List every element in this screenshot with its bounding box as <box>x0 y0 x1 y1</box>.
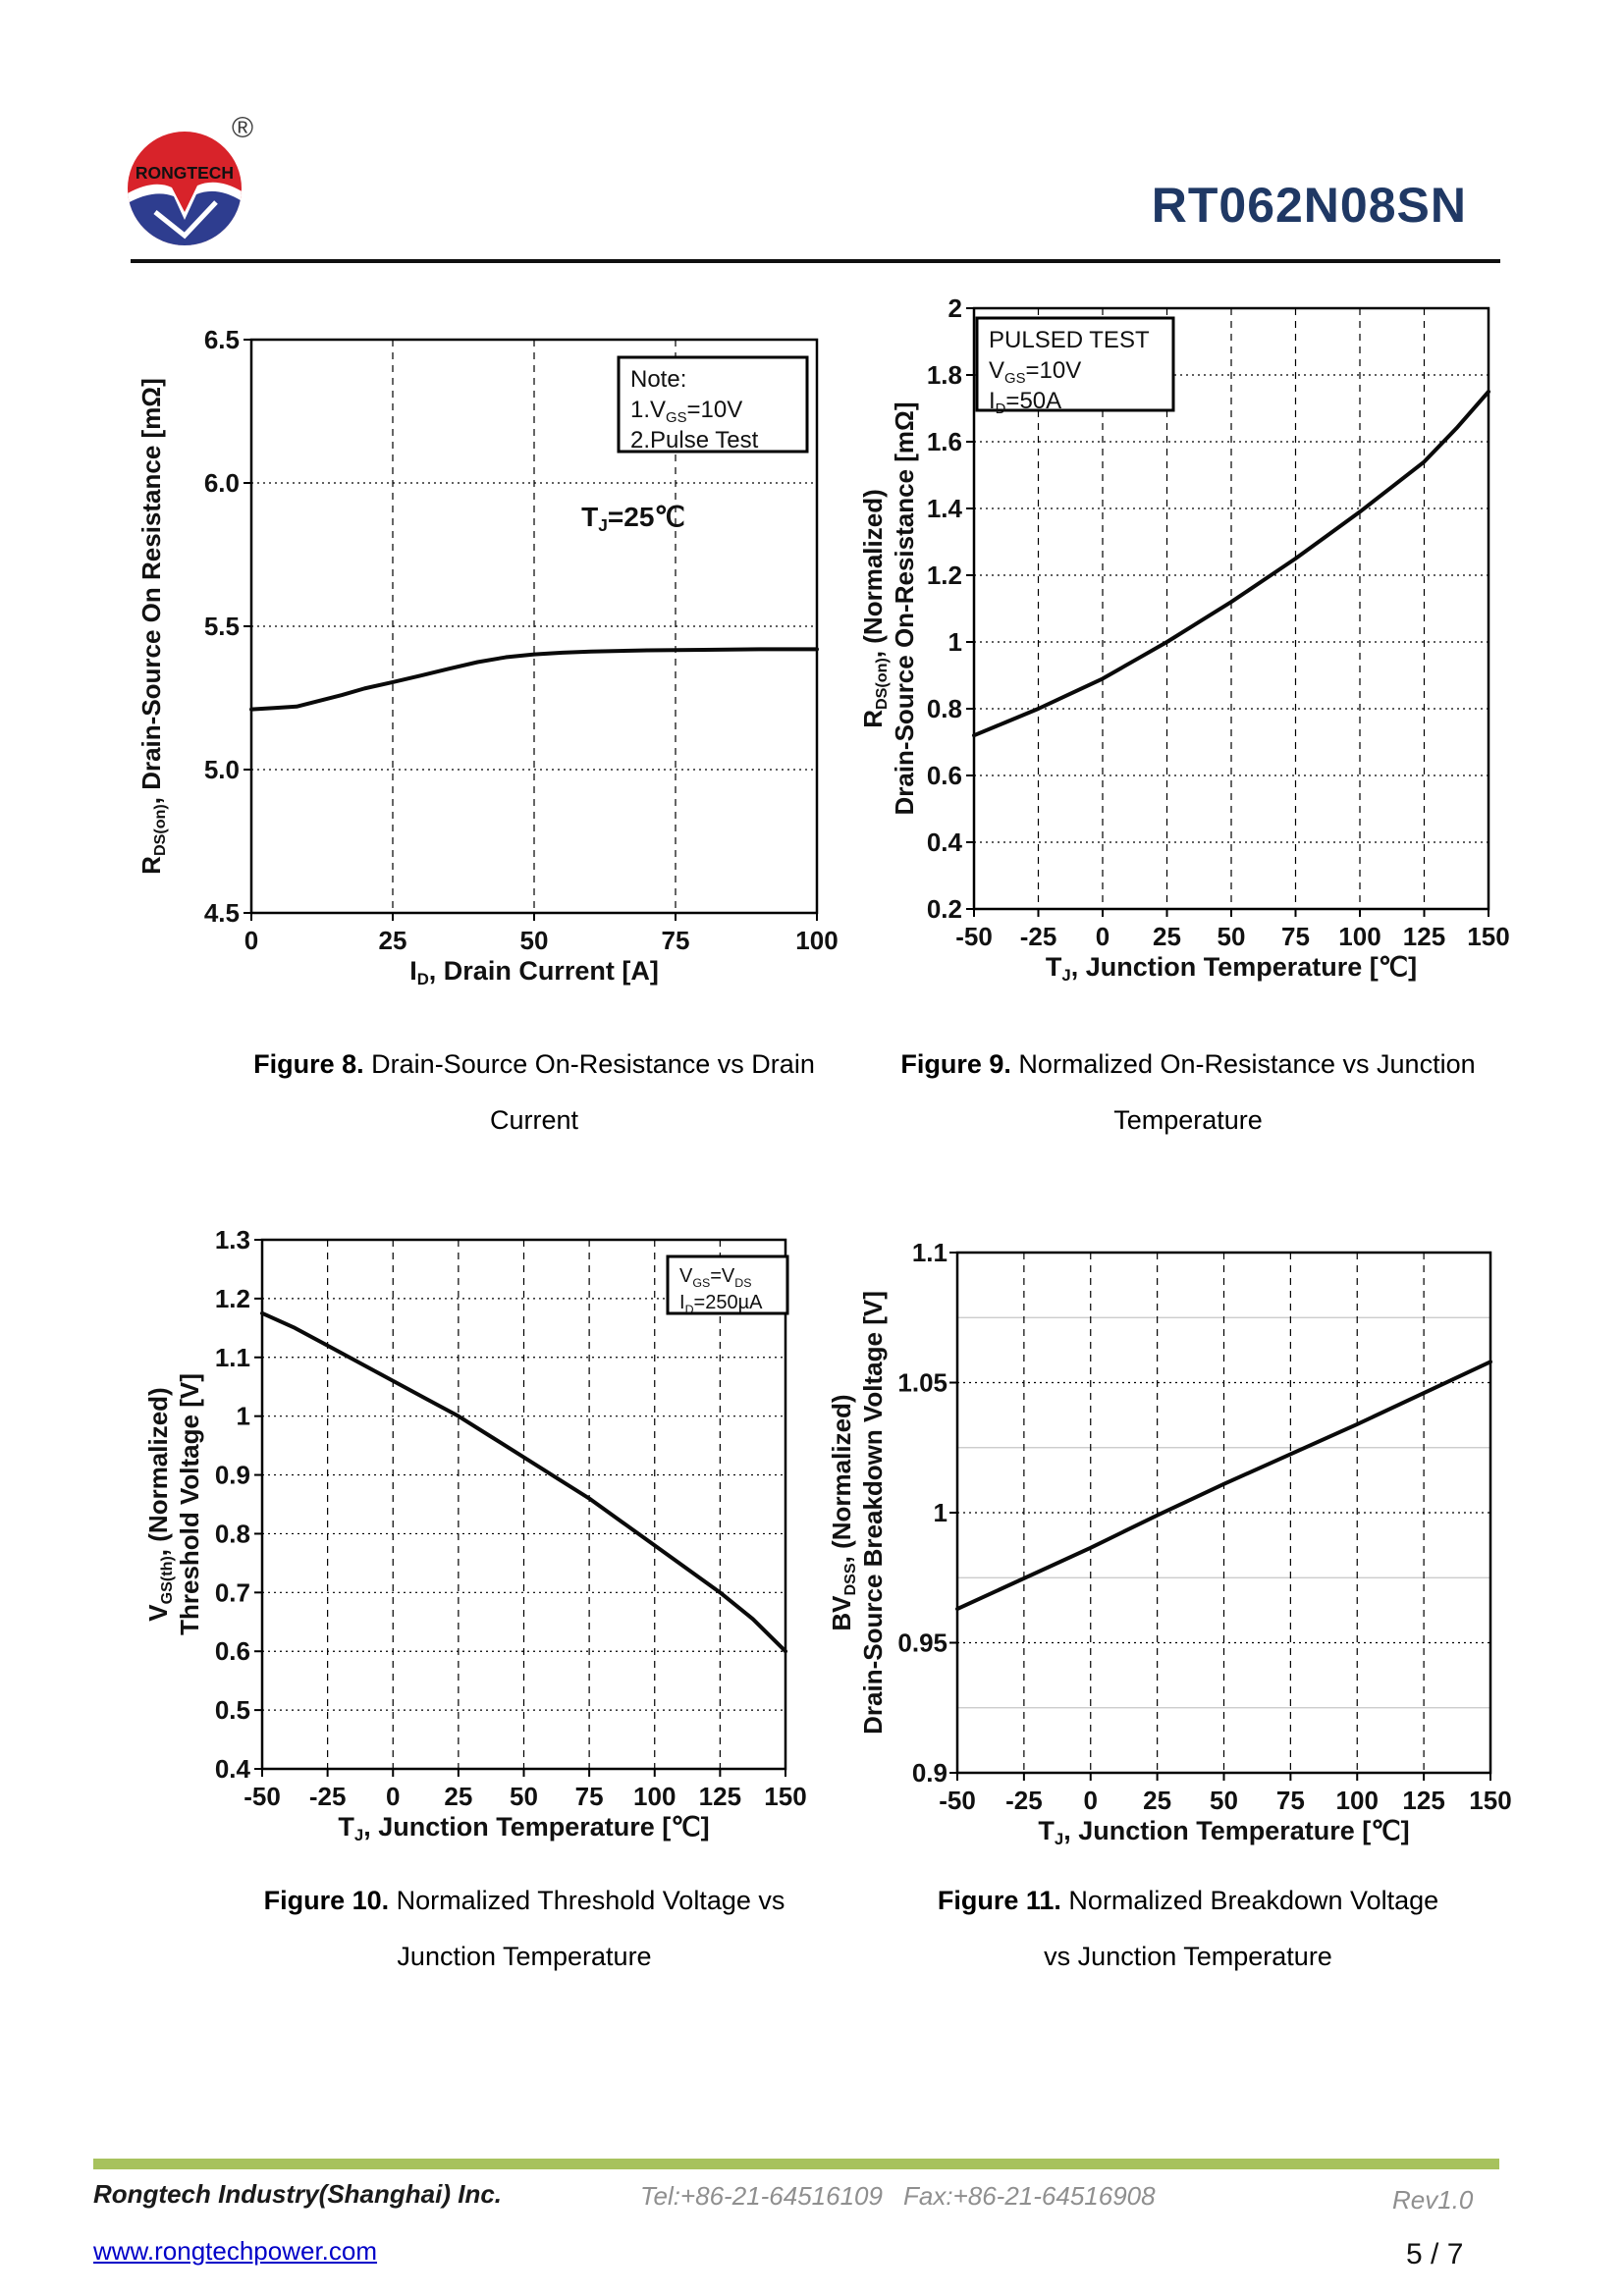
svg-text:0: 0 <box>386 1782 401 1811</box>
svg-text:0.8: 0.8 <box>214 1519 250 1549</box>
svg-text:ID=250µA: $I_D=250\mu A$ <box>679 1292 763 1316</box>
svg-text:0.7: 0.7 <box>214 1577 250 1608</box>
svg-text:0.95: 0.95 <box>897 1628 947 1658</box>
footer-tel: Tel:+86-21-64516109 <box>640 2181 883 2211</box>
figure-9-y-axis-label-2: Drain-Source On-Resistance [mΩ] <box>890 401 919 816</box>
figure-10-caption-text: Normalized Threshold Voltage vs <box>389 1886 785 1915</box>
svg-text:1.1: 1.1 <box>911 1238 947 1267</box>
svg-text:100: 100 <box>633 1782 677 1811</box>
svg-text:50: 50 <box>1217 922 1246 951</box>
svg-text:1.4: 1.4 <box>926 494 962 523</box>
svg-text:5.0: 5.0 <box>203 755 240 784</box>
svg-text:6.0: 6.0 <box>203 468 240 498</box>
registered-trademark-icon: ® <box>232 112 254 144</box>
svg-text:0: 0 <box>1083 1786 1098 1815</box>
svg-text:75: 75 <box>574 1782 604 1811</box>
figure-11-plot <box>827 1238 1512 1848</box>
svg-text:5.5: 5.5 <box>203 612 240 641</box>
svg-text:VGS=VDS: $V_{GS}=V_{DS}$ <box>679 1265 752 1290</box>
svg-text:1: 1 <box>236 1401 250 1431</box>
svg-text:0.5: 0.5 <box>214 1695 250 1726</box>
figure-11-caption-text: Normalized Breakdown Voltage <box>1060 1886 1439 1915</box>
figure-9-x-axis-label: TJ, Junction Temperature [℃] <box>1045 952 1418 985</box>
svg-text:PULSED TEST: PULSED TEST <box>989 327 1150 353</box>
svg-text:1.VGS=10V: $1.V_{GS}=10V$ <box>630 397 743 426</box>
svg-text:1.8: 1.8 <box>926 360 962 390</box>
figure-10-caption <box>200 1873 848 1985</box>
svg-text:50: 50 <box>510 1782 538 1811</box>
svg-text:75: 75 <box>661 926 690 955</box>
figure-10-caption-number: Figure 10. <box>263 1886 390 1915</box>
svg-text:50: 50 <box>1210 1786 1238 1815</box>
figure-8-condition-text: TJ=25℃ <box>581 502 685 535</box>
figure-9-caption-text: Normalized On-Resistance vs Junction <box>1010 1049 1476 1079</box>
svg-text:0: 0 <box>244 926 259 955</box>
svg-text:25: 25 <box>1153 922 1181 951</box>
figure-11-x-axis-label: TJ, Junction Temperature [℃] <box>1038 1816 1410 1848</box>
svg-text:ID=50A: $I_D=50A$ <box>989 388 1062 417</box>
figure-8-caption <box>210 1037 858 1148</box>
svg-text:VGS=10V: $V_{GS}=10V$ <box>989 357 1082 387</box>
svg-text:1.6: 1.6 <box>926 427 962 456</box>
svg-text:125: 125 <box>698 1782 742 1811</box>
svg-text:125: 125 <box>1402 1786 1445 1815</box>
svg-text:0.2: 0.2 <box>926 894 962 924</box>
footer-company: Rongtech Industry(Shanghai) Inc. <box>93 2179 503 2209</box>
svg-text:1: 1 <box>933 1498 947 1527</box>
svg-text:25: 25 <box>1143 1786 1172 1815</box>
figure-10-note-box <box>668 1256 787 1316</box>
svg-text:1: 1 <box>947 627 962 657</box>
footer-fax: Fax:+86-21-64516908 <box>903 2181 1156 2211</box>
svg-text:-25: -25 <box>1005 1786 1043 1815</box>
figure-10-plot <box>143 1225 807 1844</box>
figure-11-caption-number: Figure 11. <box>937 1886 1061 1915</box>
svg-text:25: 25 <box>444 1782 473 1811</box>
figure-11-y-axis-label-1: BVDSS, (Normalized) <box>827 1394 859 1631</box>
footer-website-link[interactable]: www.rongtechpower.com <box>93 2236 378 2266</box>
svg-text:75: 75 <box>1275 1786 1305 1815</box>
svg-text:1.2: 1.2 <box>926 561 962 590</box>
figure-10-caption-line2: Junction Temperature <box>397 1942 652 1971</box>
svg-text:2.Pulse Test: 2.Pulse Test <box>630 427 759 454</box>
svg-text:25: 25 <box>378 926 407 955</box>
svg-text:-50: -50 <box>955 922 993 951</box>
svg-text:50: 50 <box>519 926 549 955</box>
figure-11-y-axis-label-2: Drain-Source Breakdown Voltage [V] <box>858 1291 888 1735</box>
figure-10-y-axis-label-2: Threshold Voltage [V] <box>175 1373 204 1635</box>
figure-11-caption-line2: vs Junction Temperature <box>1044 1942 1332 1971</box>
logo-wordmark: RONGTECH <box>135 163 235 183</box>
figure-9-caption-line2: Temperature <box>1113 1105 1263 1135</box>
figure-9-caption-number: Figure 9. <box>900 1049 1011 1079</box>
svg-text:-25: -25 <box>308 1782 347 1811</box>
figure-8-y-axis-label-1: RDS(on), Drain-Source On Resistance [mΩ] <box>136 378 169 875</box>
figure-8-note-box <box>619 357 807 454</box>
svg-text:0.6: 0.6 <box>926 761 962 790</box>
footer-page-number: 5 / 7 <box>1406 2238 1464 2270</box>
svg-text:1.3: 1.3 <box>214 1225 250 1255</box>
footer-accent-bar <box>93 2159 1499 2169</box>
svg-text:0: 0 <box>1095 922 1110 951</box>
figure-9-plot <box>858 294 1510 985</box>
svg-text:150: 150 <box>1469 1786 1512 1815</box>
svg-text:125: 125 <box>1402 922 1446 951</box>
svg-text:4.5: 4.5 <box>203 898 240 928</box>
figure-8-caption-line2: Current <box>489 1105 579 1135</box>
figure-8-plot <box>136 325 839 988</box>
figure-9-caption <box>864 1037 1512 1148</box>
svg-text:6.5: 6.5 <box>203 325 240 354</box>
svg-text:0.4: 0.4 <box>214 1754 250 1784</box>
figure-11-caption <box>864 1873 1512 1985</box>
figure-9-y-axis-label-1: RDS(on), (Normalized) <box>858 489 891 728</box>
svg-text:0.8: 0.8 <box>926 694 962 723</box>
svg-text:Note:: Note: <box>630 366 687 393</box>
svg-text:-50: -50 <box>244 1782 281 1811</box>
svg-text:100: 100 <box>795 926 839 955</box>
svg-text:1.05: 1.05 <box>897 1367 947 1398</box>
svg-text:0.9: 0.9 <box>911 1758 947 1788</box>
figure-8-caption-text: Drain-Source On-Resistance vs Drain <box>363 1049 815 1079</box>
figure-8-caption-number: Figure 8. <box>253 1049 364 1079</box>
figure-9-note-box <box>977 318 1173 417</box>
svg-text:0.9: 0.9 <box>214 1460 250 1490</box>
svg-text:2: 2 <box>947 294 962 323</box>
figure-8-x-axis-label: ID, Drain Current [A] <box>409 956 659 988</box>
svg-text:-25: -25 <box>1019 922 1057 951</box>
footer-revision: Rev1.0 <box>1392 2185 1474 2215</box>
svg-text:-50: -50 <box>939 1786 976 1815</box>
svg-text:150: 150 <box>1467 922 1510 951</box>
figure-10-x-axis-label: TJ, Junction Temperature [℃] <box>338 1812 710 1844</box>
svg-text:75: 75 <box>1281 922 1310 951</box>
figure-10-y-axis-label-1: VGS(th), (Normalized) <box>143 1387 176 1622</box>
svg-text:100: 100 <box>1338 922 1381 951</box>
svg-text:100: 100 <box>1335 1786 1379 1815</box>
svg-text:1.2: 1.2 <box>214 1283 250 1313</box>
svg-text:150: 150 <box>764 1782 807 1811</box>
svg-text:1.1: 1.1 <box>214 1342 250 1372</box>
svg-text:0.6: 0.6 <box>214 1636 250 1667</box>
svg-text:0.4: 0.4 <box>926 828 962 857</box>
part-number-title: RT062N08SN <box>1151 178 1467 233</box>
